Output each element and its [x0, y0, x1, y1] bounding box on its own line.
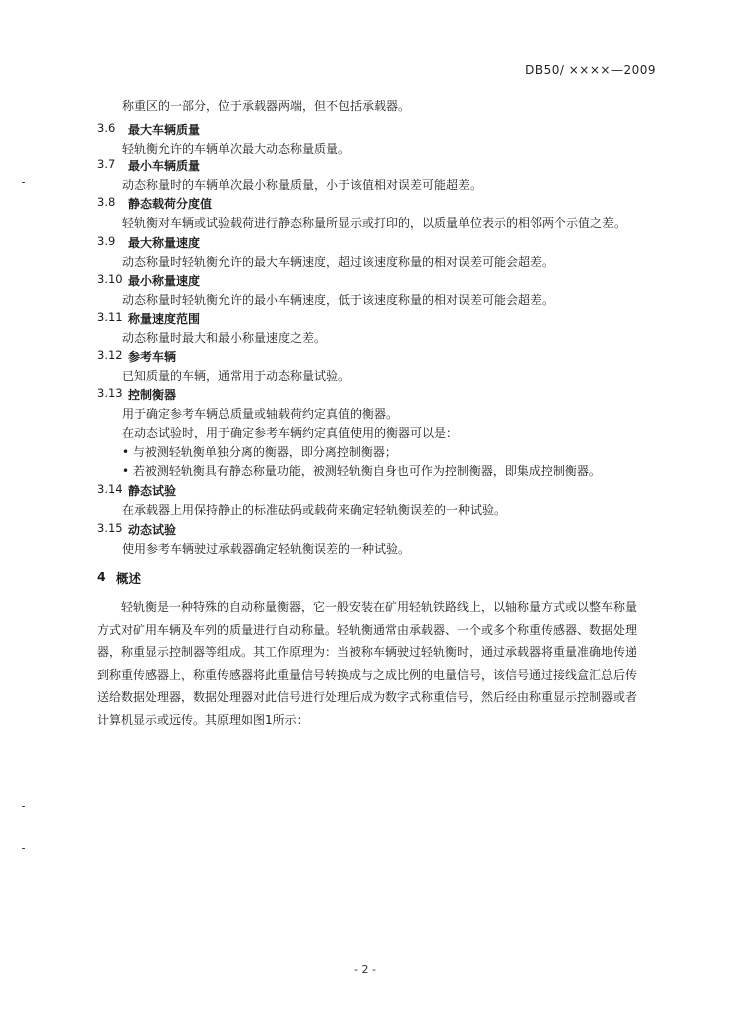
- term-definition: • 若被测轻轨衡具有静态称量功能，被测轻轨衡自身也可作为控制衡器，即集成控制衡器。: [122, 464, 601, 478]
- term-number: 3.6: [97, 121, 116, 135]
- term-title: 最小车辆质量: [128, 159, 201, 173]
- page-number: - 2 -: [354, 963, 376, 976]
- term-title: 控制衡器: [128, 388, 177, 402]
- term-title: 最大车辆质量: [128, 123, 201, 137]
- term-definition: 动态称量时轻轨衡允许的最大车辆速度，超过该速度称量的相对误差可能会超差。: [122, 255, 555, 269]
- term-number: 3.9: [97, 234, 116, 248]
- paragraph-line: 轻轨衡是一种特殊的自动称量衡器，它一般安装在矿用轻轨铁路线上，以轴称量方式或以整车称量: [121, 600, 638, 614]
- term-definition: 使用参考车辆驶过承载器确定轻轨衡误差的一种试验。: [122, 542, 411, 556]
- section-title: 概述: [116, 571, 142, 586]
- term-title: 静态载荷分度值: [128, 197, 213, 211]
- term-definition: 已知质量的车辆，通常用于动态称量试验。: [122, 369, 351, 383]
- term-definition: 在承载器上用保持静止的标准砝码或载荷来确定轻轨衡误差的一种试验。: [122, 503, 507, 517]
- term-definition: 动态称量时最大和最小称量速度之差。: [122, 331, 327, 345]
- term-title: 最大称量速度: [128, 236, 201, 250]
- term-title: 称量速度范围: [128, 312, 201, 326]
- term-definition: 动态称量时轻轨衡允许的最小车辆速度，低于该速度称量的相对误差可能会超差。: [122, 293, 555, 307]
- paragraph-line: 送给数据处理器，数据处理器对此信号进行处理后成为数字式称重信号，然后经由称重显示控制器或者: [97, 690, 638, 704]
- term-number: 3.10: [97, 272, 123, 286]
- term-number: 3.7: [97, 157, 116, 171]
- paragraph-line: 计算机显示或远传。其原理如图1所示：: [97, 712, 309, 727]
- term-title: 参考车辆: [128, 350, 177, 364]
- term-definition: 轻轨衡允许的车辆单次最大动态称量质量。: [122, 142, 351, 156]
- term-number: 3.11: [97, 310, 123, 324]
- term-number: 3.15: [97, 521, 123, 535]
- continuation-text: 称重区的一部分，位于承载器两端，但不包括承载器。: [122, 99, 411, 113]
- term-definition: • 与被测轻轨衡单独分离的衡器，即分离控制衡器；: [122, 445, 397, 459]
- margin-mark: [22, 182, 25, 183]
- term-number: 3.14: [97, 482, 123, 496]
- standard-code: DB50/ ××××—2009: [525, 63, 656, 77]
- term-definition: 用于确定参考车辆总质量或轴载荷约定真值的衡器。: [122, 407, 399, 421]
- term-definition: 轻轨衡对车辆或试验载荷进行静态称量所显示或打印的，以质量单位表示的相邻两个示值之差。: [122, 216, 627, 230]
- term-definition: 动态称量时的车辆单次最小称量质量，小于该值相对误差可能超差。: [122, 178, 483, 192]
- paragraph-line: 到称重传感器上，称重传感器将此重量信号转换成与之成比例的电量信号，该信号通过接线盒汇总后传: [97, 667, 638, 682]
- section-number: 4: [97, 569, 106, 584]
- term-title: 最小称量速度: [128, 274, 201, 288]
- term-title: 动态试验: [128, 523, 177, 537]
- term-number: 3.12: [97, 348, 123, 362]
- term-definition: 在动态试验时，用于确定参考车辆约定真值使用的衡器可以是：: [122, 426, 459, 440]
- term-title: 静态试验: [128, 484, 177, 498]
- margin-mark: [22, 806, 25, 807]
- term-number: 3.13: [97, 386, 123, 400]
- paragraph-line: 器，称重显示控制器等组成。其工作原理为：当被称车辆驶过轻轨衡时，通过承载器将重量准确地传递: [97, 645, 638, 659]
- paragraph-line: 方式对矿用车辆及车列的质量进行自动称量。轻轨衡通常由承载器、一个或多个称重传感器、数据处理: [97, 622, 638, 637]
- margin-mark: [22, 848, 25, 849]
- term-number: 3.8: [97, 195, 116, 209]
